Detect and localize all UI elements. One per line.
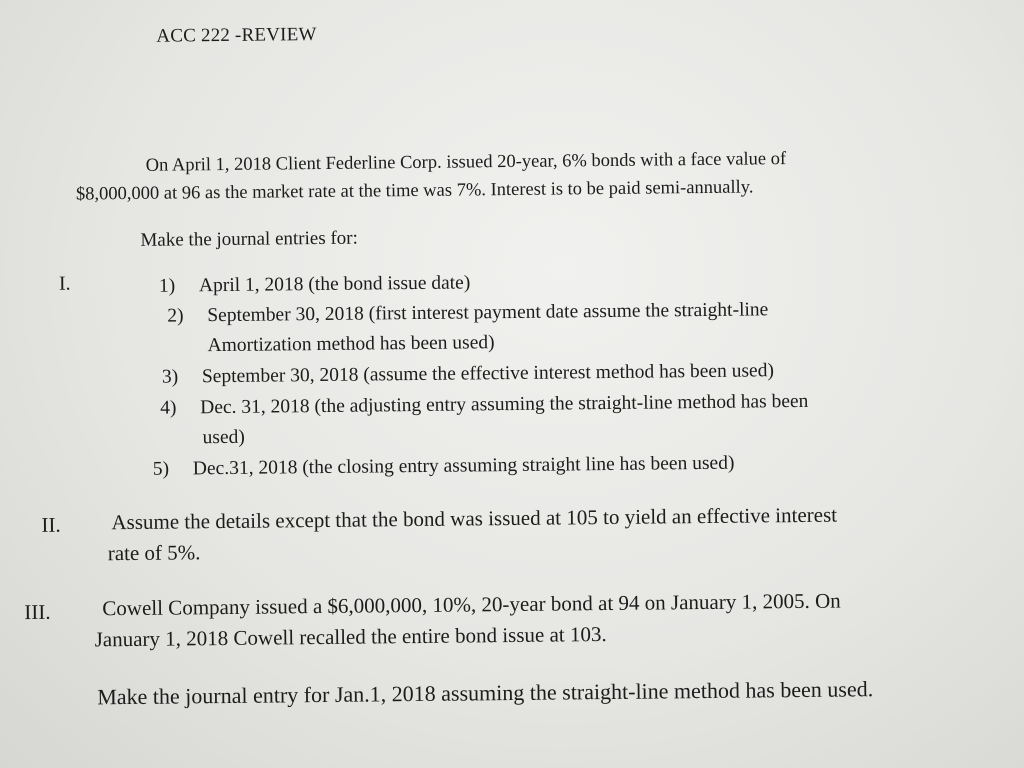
item-number: 2) <box>167 305 184 327</box>
make-entries-label: Make the journal entries for: <box>140 227 358 251</box>
section-iii-line-1: Cowell Company issued a $6,000,000, 10%, 20-year bond at 94 on January 1, 2005. On <box>102 588 841 621</box>
section-iii-line-2: January 1, 2018 Cowell recalled the entire bond issue at 103. <box>94 622 607 652</box>
section-i-numeral: I. <box>58 272 71 295</box>
item-text-continuation: Amortization method has been used) <box>207 332 495 357</box>
item-text: September 30, 2018 (first interest payment date assume the straight-line <box>207 299 769 327</box>
item-number: 1) <box>158 275 176 297</box>
list-item <box>159 272 471 297</box>
item-text: Dec. 31, 2018 (the adjusting entry assuming the straight-line method has been <box>200 390 809 419</box>
section-ii-numeral: II. <box>41 512 61 537</box>
item-number: 3) <box>161 366 179 388</box>
item-text-continuation: used) <box>202 426 245 449</box>
item-text: Dec.31, 2018 (the closing entry assuming straight line has been used) <box>192 452 735 480</box>
list-item <box>167 299 768 327</box>
item-text: September 30, 2018 (assume the effective interest method has been used) <box>201 360 775 388</box>
list-item <box>160 391 808 420</box>
item-number: 4) <box>160 397 177 419</box>
section-ii-line-2: rate of 5%. <box>107 540 201 566</box>
section-ii-line-1: Assume the details except that the bond was issued at 105 to yield an effective interest <box>111 502 838 535</box>
item-text: April 1, 2018 (the bond issue date) <box>198 272 471 297</box>
list-item <box>162 360 774 388</box>
section-iii-numeral: III. <box>24 599 51 625</box>
problem-intro-line-1: On April 1, 2018 Client Federline Corp. issued 20-year, 6% bonds with a face value of <box>145 149 787 176</box>
section-iii-instruction: Make the journal entry for Jan.1, 2018 assuming the straight-line method has been used. <box>97 676 874 710</box>
problem-intro-line-2: $8,000,000 at 96 as the market rate at the time was 7%. Interest is to be paid semi-annually. <box>75 177 754 205</box>
list-item <box>153 453 735 481</box>
document-title: ACC 222 -REVIEW <box>156 24 317 47</box>
item-number: 5) <box>152 458 170 480</box>
